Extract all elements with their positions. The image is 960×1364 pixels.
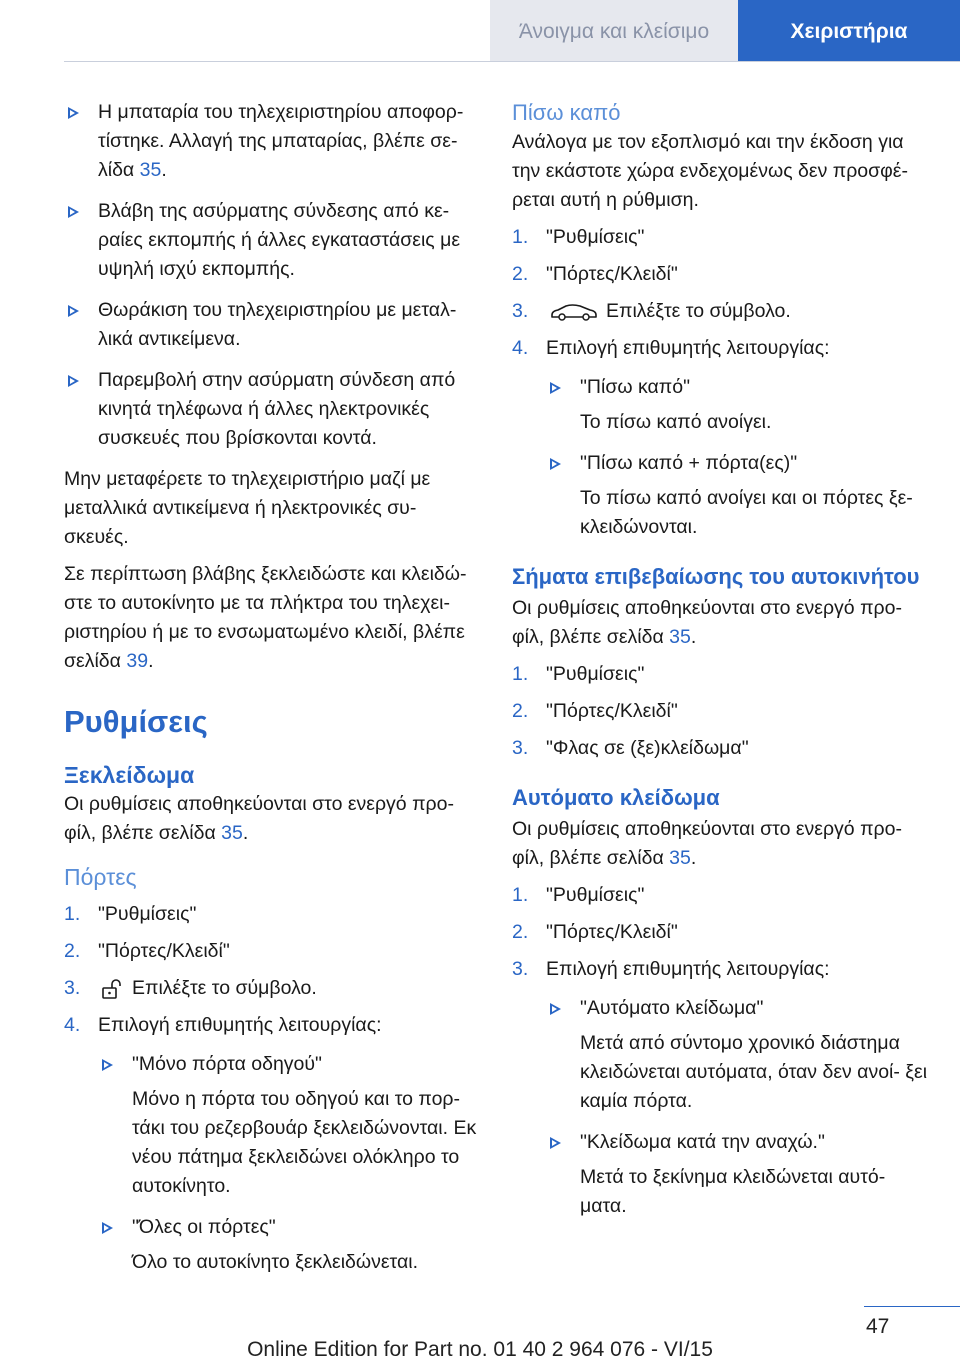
paragraph-text: Οι ρυθμίσεις αποθηκεύονται στο ενεργό προ‐ φίλ, βλέπε σελίδα: [512, 818, 902, 869]
doors-steps: [64, 900, 478, 1040]
step-text: "Φλας σε (ξε)κλείδωμα": [546, 737, 749, 759]
paragraph-tail: .: [148, 650, 154, 672]
step-number: 2.: [512, 921, 529, 943]
option-item: [546, 994, 930, 1116]
option-label: "Πίσω καπό": [580, 376, 691, 398]
paragraph-tail: .: [690, 626, 697, 648]
bullet-tail: .: [161, 159, 167, 181]
page-link[interactable]: 35: [669, 847, 691, 869]
option-description: Μετά το ξεκίνημα κλειδώνεται αυτό‐ ματα.: [580, 1166, 886, 1217]
triangle-right-icon: [68, 107, 79, 119]
option-label: "Όλες οι πόρτες": [132, 1216, 276, 1238]
header-divider: [64, 61, 960, 62]
footer-divider: [864, 1306, 960, 1307]
step-item: [512, 697, 930, 726]
warning-paragraph: Μην μεταφέρετε το τηλεχειριστήριο μαζί με μεταλλικά αντικείμενα ή ηλεκτρονικές συ‐ σκευές.: [64, 468, 431, 548]
triangle-right-icon: [68, 375, 79, 387]
option-item: [98, 1050, 478, 1201]
step-number: 3.: [64, 977, 81, 999]
option-description: Το πίσω καπό ανοίγει.: [580, 411, 772, 433]
step-item: [512, 881, 930, 910]
unlock-heading: Ξεκλείδωμα: [64, 762, 195, 788]
step-text: "Ρυθμίσεις": [98, 903, 197, 925]
step-number: 3.: [512, 958, 529, 980]
step-text: Επιλέξτε το σύμβολο.: [132, 977, 317, 999]
option-description: Μόνο η πόρτα του οδηγού και το πορ‐ τάκι του ρεζερβουάρ ξεκλειδώνονται. Εκ νέου πάτημα ξεκλειδώνει ολόκληρο το αυτοκίνητο.: [132, 1088, 477, 1197]
option-description: Όλο το αυτοκίνητο ξεκλειδώνεται.: [132, 1251, 419, 1273]
step-text: Επιλογή επιθυμητής λειτουργίας:: [546, 337, 830, 359]
left-column: [64, 98, 478, 1289]
step-item: [512, 297, 930, 326]
list-item: [64, 296, 478, 354]
paragraph-tail: .: [242, 822, 249, 844]
page-header: [0, 0, 960, 64]
list-item: [64, 366, 478, 453]
option-label: "Μόνο πόρτα οδηγού": [132, 1053, 322, 1075]
step-item: [64, 974, 478, 1003]
step-item: [512, 223, 930, 252]
unlock-paragraph: [64, 790, 478, 848]
page-link[interactable]: 35: [669, 626, 691, 648]
car-icon: [550, 302, 598, 322]
step-text: Επιλογή επιθυμητής λειτουργίας:: [546, 958, 830, 980]
option-label: "Κλείδωμα κατά την αναχώ.": [580, 1131, 825, 1153]
triangle-right-icon: [550, 1003, 561, 1015]
step-item: [512, 334, 930, 363]
option-description: Το πίσω καπό ανοίγει και οι πόρτες ξε‐ κλειδώνονται.: [580, 487, 913, 538]
step-item: [64, 1011, 478, 1040]
paragraph-text: Οι ρυθμίσεις αποθηκεύονται στο ενεργό προ‐ φίλ, βλέπε σελίδα: [512, 597, 902, 648]
unlock-icon: [102, 979, 124, 999]
option-item: [546, 373, 930, 437]
page-number: 47: [866, 1315, 890, 1338]
paragraph-text: Σε περίπτωση βλάβης ξεκλειδώστε και κλειδώ‐ στε το αυτοκίνητο με τα πλήκτρα του τηλεχει‐ ριστηρίου ή με το ενσωματωμένο κλειδί, βλέπε σελίδα: [64, 563, 467, 672]
step-text: "Ρυθμίσεις": [546, 663, 645, 685]
tailgate-steps: [512, 223, 930, 363]
step-number: 3.: [512, 300, 529, 322]
autolock-steps: [512, 881, 930, 984]
option-item: [546, 1128, 930, 1221]
option-label: "Πίσω καπό + πόρτα(ες)": [580, 452, 798, 474]
step-item: [512, 260, 930, 289]
step-item: [512, 734, 930, 763]
step-number: 2.: [64, 940, 81, 962]
step-item: [512, 660, 930, 689]
step-item: [512, 955, 930, 984]
step-text: "Πόρτες/Κλειδί": [98, 940, 230, 962]
step-number: 4.: [64, 1014, 81, 1036]
step-number: 3.: [512, 737, 529, 759]
paragraph-tail: .: [690, 847, 697, 869]
step-number: 4.: [512, 337, 529, 359]
step-text: "Ρυθμίσεις": [546, 226, 645, 248]
page-link[interactable]: 35: [221, 822, 243, 844]
triangle-right-icon: [550, 382, 561, 394]
tailgate-heading: Πίσω καπό: [512, 100, 621, 125]
edition-footer: Online Edition for Part no. 01 40 2 964 076 - VI/15: [247, 1338, 713, 1361]
triangle-right-icon: [550, 458, 561, 470]
step-text: Επιλέξτε το σύμβολο.: [606, 300, 791, 322]
autolock-paragraph: [512, 815, 930, 873]
option-item: [546, 449, 930, 542]
step-text: "Πόρτες/Κλειδί": [546, 700, 678, 722]
step-text: Επιλογή επιθυμητής λειτουργίας:: [98, 1014, 382, 1036]
autolock-heading: Αυτόματο κλείδωμα: [512, 785, 720, 810]
triangle-right-icon: [102, 1222, 113, 1234]
step-text: "Πόρτες/Κλειδί": [546, 263, 678, 285]
page-link[interactable]: 35: [139, 159, 162, 181]
doors-heading: Πόρτες: [64, 864, 137, 890]
triangle-right-icon: [550, 1137, 561, 1149]
step-text: "Πόρτες/Κλειδί": [546, 921, 678, 943]
step-number: 1.: [512, 663, 529, 685]
step-item: [64, 900, 478, 929]
option-label: "Αυτόματο κλείδωμα": [580, 997, 764, 1019]
option-description: Μετά από σύντομο χρονικό διάστημα κλειδώνεται αυτόματα, όταν δεν ανοί‐ ξει καμία πόρτα.: [580, 1032, 928, 1112]
step-item: [512, 918, 930, 947]
confirm-signals-heading: Σήματα επιβεβαίωσης του αυτοκινήτου: [512, 564, 920, 589]
bullet-text: Βλάβη της ασύρματης σύνδεσης από κε‐ ραίες εκπομπής ή άλλες εγκαταστάσεις με υψηλή ισχύ εκπομπής.: [98, 200, 461, 280]
confirm-paragraph: [512, 594, 930, 652]
bullet-text: Θωράκιση του τηλεχειριστηρίου με μεταλ‐ λικά αντικείμενα.: [98, 299, 457, 350]
page-link[interactable]: 39: [126, 650, 149, 672]
paragraph-text: Οι ρυθμίσεις αποθηκεύονται στο ενεργό προ‐ φίλ, βλέπε σελίδα: [64, 793, 454, 844]
step-number: 1.: [512, 884, 529, 906]
confirm-steps: [512, 660, 930, 763]
fallback-paragraph: [64, 560, 478, 676]
tailgate-paragraph: Ανάλογα με τον εξοπλισμό και την έκδοση για την εκάστοτε χώρα ενδεχομένως δεν προσφέ‐ ρεται αυτή η ρύθμιση.: [512, 131, 908, 211]
step-number: 1.: [512, 226, 529, 248]
chapter-tab[interactable]: Χειριστήρια: [738, 0, 960, 62]
triangle-right-icon: [68, 305, 79, 317]
list-item: [64, 98, 478, 185]
triangle-right-icon: [68, 206, 79, 218]
triangle-right-icon: [102, 1059, 113, 1071]
bullet-text: Η μπαταρία του τηλεχειριστηρίου αποφορ‐ τίστηκε. Αλλαγή της μπαταρίας, βλέπε σε‐ λίδα: [98, 101, 464, 181]
step-number: 2.: [512, 263, 529, 285]
option-item: [98, 1213, 478, 1277]
step-number: 1.: [64, 903, 81, 925]
section-tab[interactable]: Άνοιγμα και κλείσιμο: [490, 0, 738, 62]
step-text: "Ρυθμίσεις": [546, 884, 645, 906]
step-item: [64, 937, 478, 966]
settings-heading: Ρυθμίσεις: [64, 704, 208, 739]
bullet-text: Παρεμβολή στην ασύρματη σύνδεση από κινητά τηλέφωνα ή άλλες ηλεκτρονικές συσκευές που βρίσκονται κοντά.: [98, 369, 456, 449]
right-column: [512, 98, 930, 1233]
list-item: [64, 197, 478, 284]
step-number: 2.: [512, 700, 529, 722]
